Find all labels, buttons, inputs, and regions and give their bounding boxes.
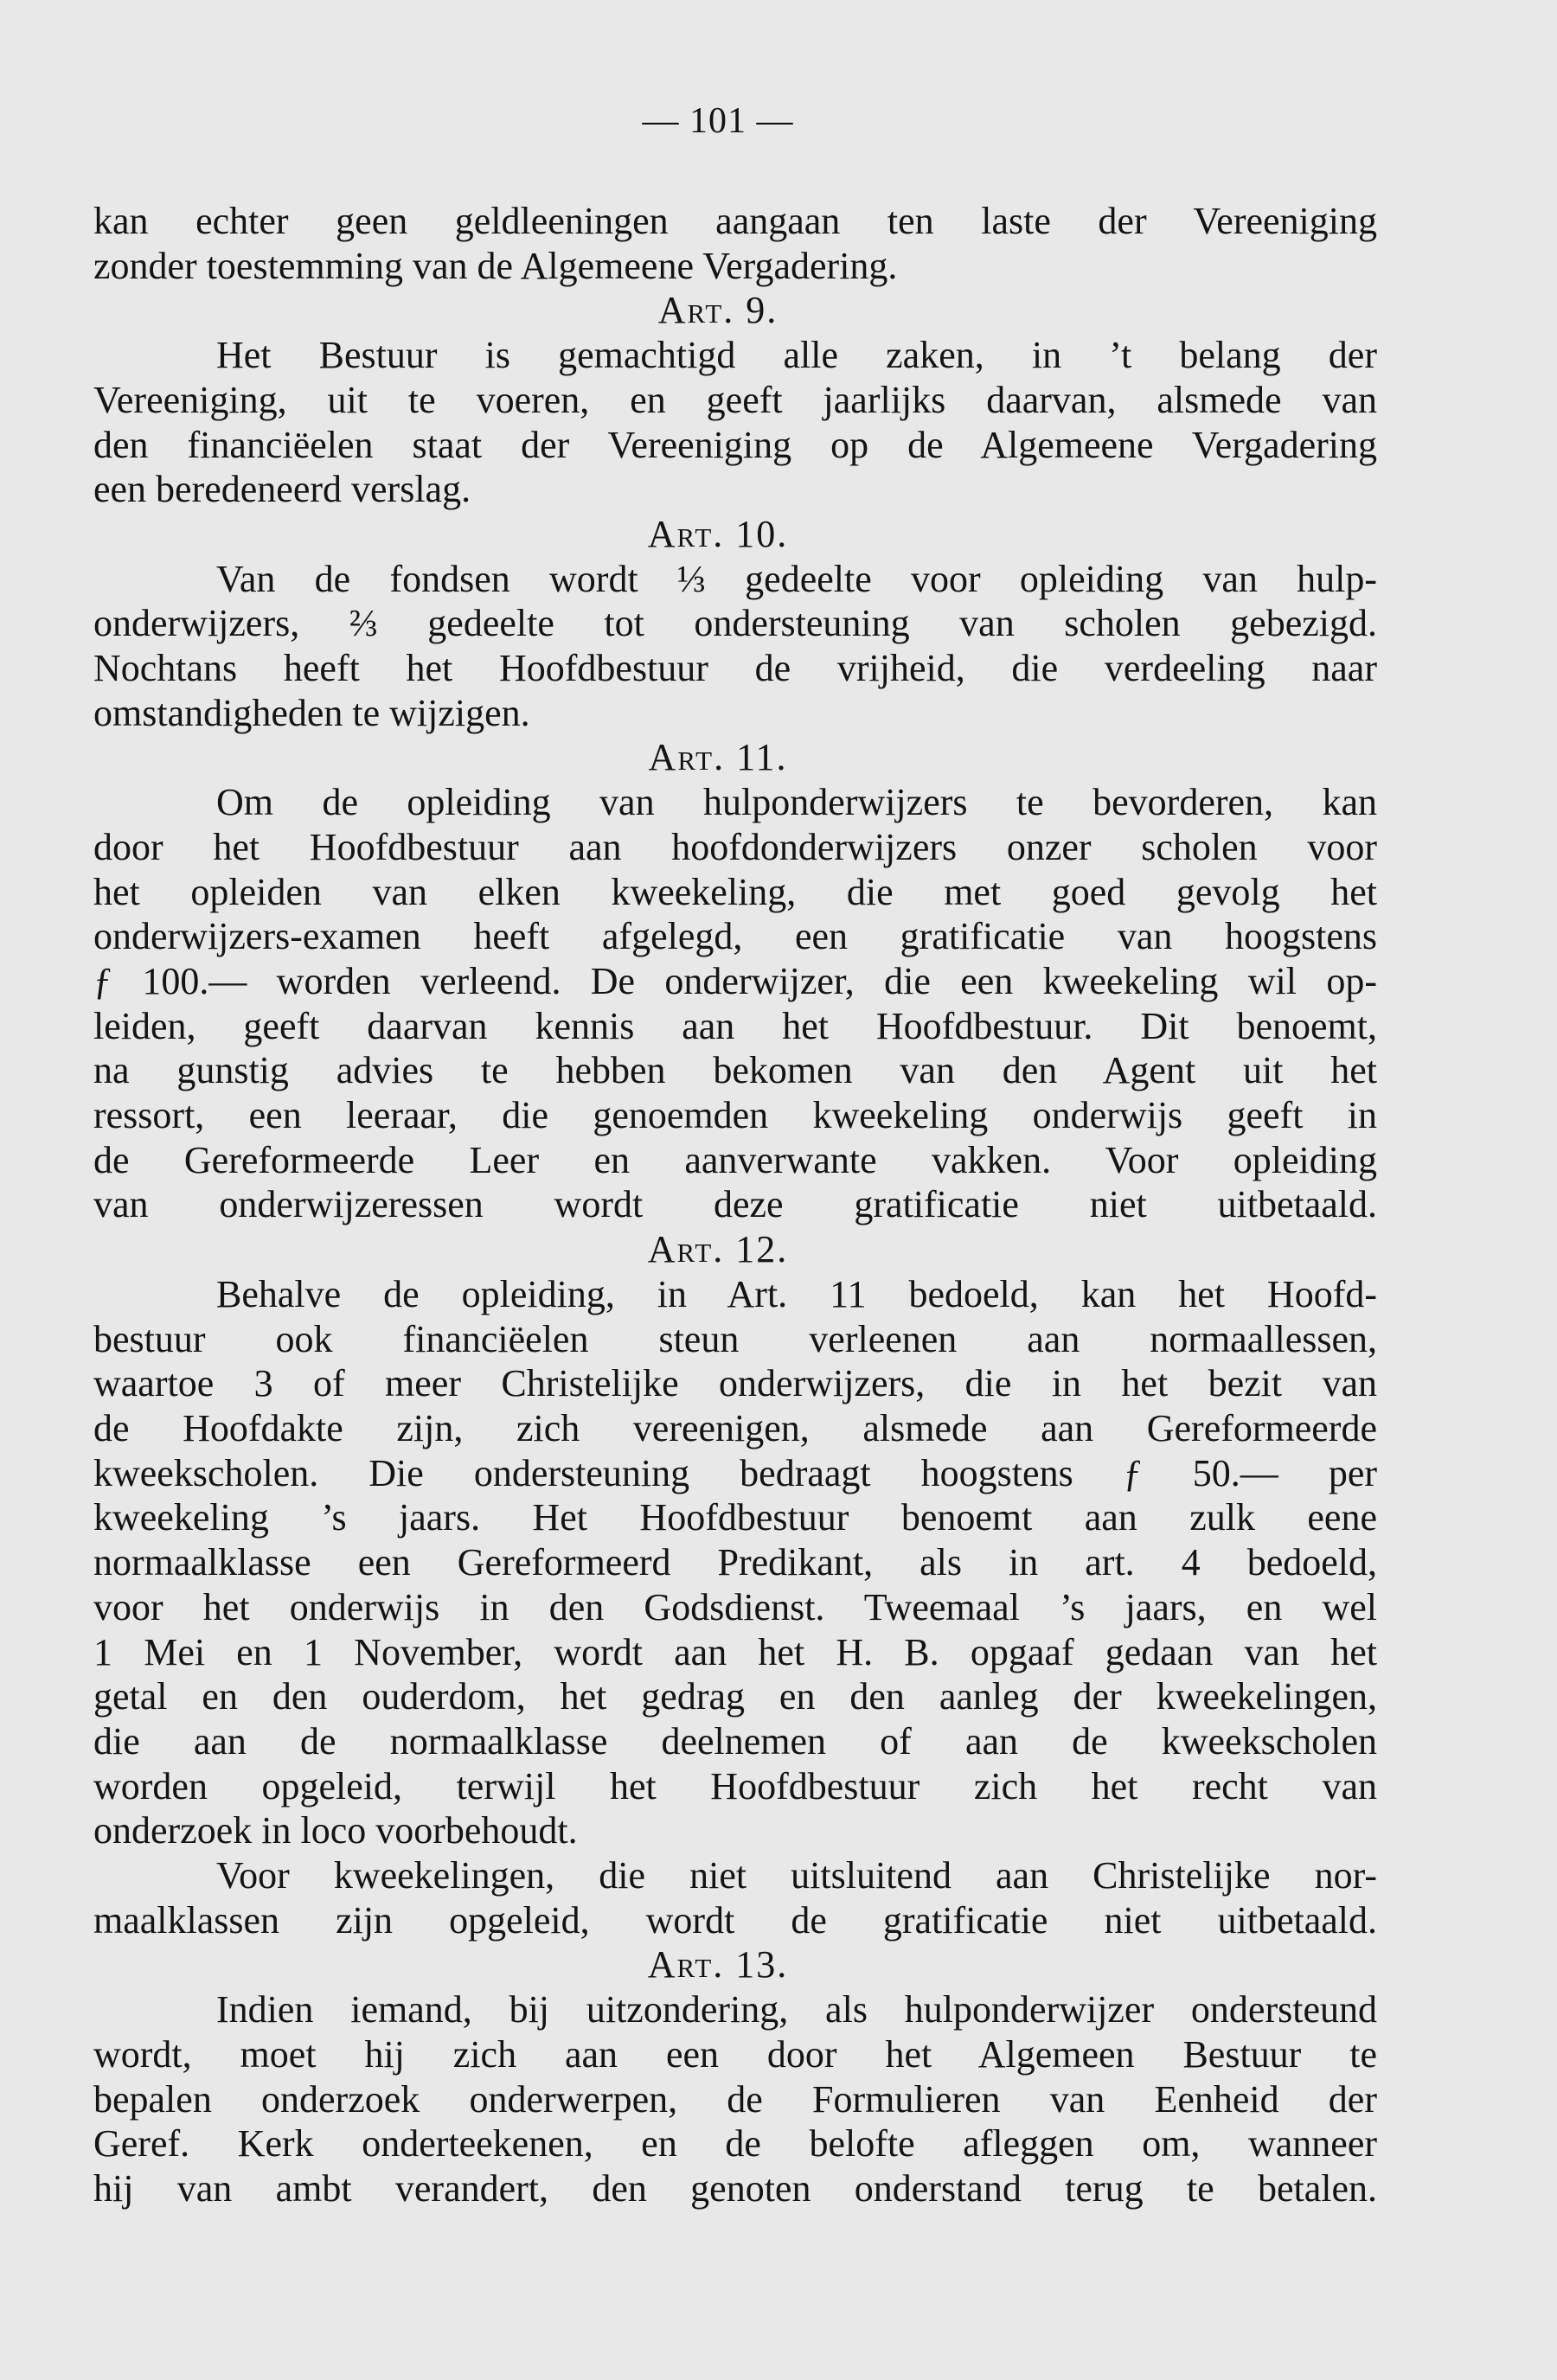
text-line: maalklassen zijn opgeleid, wordt de gratificatie niet uitbetaald. <box>93 1898 1377 1942</box>
article-heading: Art. 11. <box>648 736 788 779</box>
text-line: de Hoofdakte zijn, zich vereenigen, alsmede aan Gereformeerde <box>93 1406 1377 1449</box>
page-number: — 101 — <box>642 101 794 141</box>
text-line: Behalve de opleiding, in Art. 11 bedoeld, kan het Hoofd- <box>216 1272 1377 1315</box>
article-heading: Art. 9. <box>657 289 778 332</box>
text-line: 1 Mei en 1 November, wordt aan het H. B. opgaaf gedaan van het <box>93 1630 1377 1673</box>
text-line: na gunstig advies te hebben bekomen van den Agent uit het <box>93 1049 1377 1092</box>
text-line: ressort, een leeraar, die genoemden kweekeling onderwijs geeft in <box>93 1094 1377 1137</box>
text-line: wordt, moet hij zich aan een door het Algemeen Bestuur te <box>93 2032 1377 2076</box>
text-line: onderzoek in loco voorbehoudt. <box>93 1809 578 1852</box>
article-heading: Art. 13. <box>647 1943 789 1987</box>
text-line: onderwijzers, ⅔ gedeelte tot ondersteuning van scholen gebezigd. <box>93 602 1377 645</box>
text-line: Om de opleiding van hulponderwijzers te bevorderen, kan <box>216 781 1377 824</box>
text-line: Vereeniging, uit te voeren, en geeft jaarlijks daarvan, alsmede van <box>93 378 1377 421</box>
text-line: kan echter geen geldleeningen aangaan ten laste der Vereeniging <box>93 200 1377 242</box>
text-line: omstandigheden te wijzigen. <box>93 691 530 734</box>
text-line: normaalklasse een Gereformeerd Predikant, als in art. 4 bedoeld, <box>93 1541 1377 1584</box>
text-line: die aan de normaalklasse deelnemen of aan de kweekscholen <box>93 1719 1377 1763</box>
article-heading: Art. 10. <box>647 512 789 555</box>
text-line: getal en den ouderdom, het gedrag en den aanleg der kweekelingen, <box>93 1675 1377 1718</box>
text-line: door het Hoofdbestuur aan hoofdonderwijzers onzer scholen voor <box>93 825 1377 868</box>
text-line: een beredeneerd verslag. <box>93 468 471 511</box>
text-line: den financiëelen staat der Vereeniging op de Algemeene Vergadering <box>93 423 1377 466</box>
article-heading: Art. 12. <box>647 1228 789 1271</box>
text-line: ƒ 100.— worden verleend. De onderwijzer, die een kweekeling wil op- <box>93 959 1377 1002</box>
text-line: Geref. Kerk onderteekenen, en de belofte afleggen om, wanneer <box>93 2122 1377 2166</box>
body-text <box>93 199 1377 2211</box>
text-line: bepalen onderzoek onderwerpen, de Formulieren van Eenheid der <box>93 2077 1377 2121</box>
text-line: kweekeling ’s jaars. Het Hoofdbestuur benoemt aan zulk eene <box>93 1496 1377 1539</box>
text-line: voor het onderwijs in den Godsdienst. Tweemaal ’s jaars, en wel <box>93 1585 1377 1628</box>
text-line: bestuur ook financiëelen steun verleenen aan normaallessen, <box>93 1317 1377 1360</box>
text-line: Voor kweekelingen, die niet uitsluitend aan Christelijke nor- <box>216 1854 1377 1897</box>
text-line: kweekscholen. Die ondersteuning bedraagt hoogstens ƒ 50.— per <box>93 1451 1377 1494</box>
text-line: leiden, geeft daarvan kennis aan het Hoofdbestuur. Dit benoemt, <box>93 1004 1377 1047</box>
text-line: waartoe 3 of meer Christelijke onderwijzers, die in het bezit van <box>93 1362 1377 1405</box>
text-line: worden opgeleid, terwijl het Hoofdbestuur zich het recht van <box>93 1764 1377 1807</box>
text-line: Van de fondsen wordt ⅓ gedeelte voor opleiding van hulp- <box>216 557 1377 600</box>
text-line: onderwijzers-examen heeft afgelegd, een gratificatie van hoogstens <box>93 915 1377 958</box>
text-line: het opleiden van elken kweekeling, die met goed gevolg het <box>93 870 1377 913</box>
text-line: van onderwijzeressen wordt deze gratificatie niet uitbetaald. <box>93 1183 1377 1226</box>
text-line: Nochtans heeft het Hoofdbestuur de vrijheid, die verdeeling naar <box>93 647 1377 690</box>
text-line: zonder toestemming van de Algemeene Vergadering. <box>93 244 898 287</box>
text-line: Het Bestuur is gemachtigd alle zaken, in ’t belang der <box>216 334 1377 377</box>
text-line: hij van ambt verandert, den genoten onderstand terug te betalen. <box>93 2166 1377 2210</box>
text-line: Indien iemand, bij uitzondering, als hulponderwijzer ondersteund <box>216 1988 1377 2031</box>
text-line: de Gereformeerde Leer en aanverwante vakken. Voor opleiding <box>93 1138 1377 1181</box>
